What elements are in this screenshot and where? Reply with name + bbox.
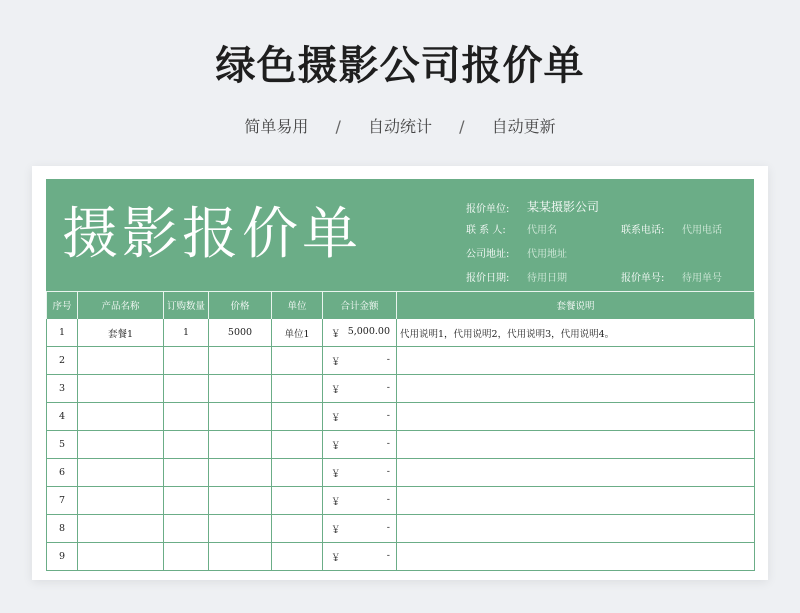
cell-amount[interactable] (323, 431, 397, 459)
cell-price[interactable] (209, 459, 272, 487)
cell-name[interactable] (78, 347, 164, 375)
unit-value[interactable]: 某某摄影公司 (527, 200, 600, 214)
table-row (47, 543, 755, 571)
date-value[interactable]: 待用日期 (527, 273, 567, 284)
table-row (47, 459, 755, 487)
cell-unit[interactable] (272, 347, 323, 375)
cell-price[interactable] (209, 403, 272, 431)
currency-symbol: ￥ (331, 441, 341, 452)
cell-amount[interactable] (323, 487, 397, 515)
currency-symbol: ￥ (331, 469, 341, 480)
cell-no[interactable]: 1 (47, 319, 78, 347)
table-header-row (47, 292, 755, 319)
cell-unit[interactable] (272, 515, 323, 543)
cell-price[interactable] (209, 375, 272, 403)
sheet-big-title: 摄影报价单 (62, 202, 362, 267)
cell-no[interactable]: 8 (47, 515, 78, 543)
amount-value: - (386, 494, 390, 505)
unit-label: 报价单位: (466, 204, 510, 215)
tagline-separator: / (335, 117, 341, 136)
cell-amount[interactable] (323, 459, 397, 487)
table-row (47, 347, 755, 375)
currency-symbol: ￥ (331, 497, 341, 508)
cell-no[interactable]: 5 (47, 431, 78, 459)
table-row (47, 487, 755, 515)
cell-name[interactable] (78, 375, 164, 403)
tagline-item: 自动更新 (491, 117, 556, 136)
sheet-header (46, 179, 754, 291)
cell-amount[interactable] (323, 319, 397, 347)
table-row (47, 375, 755, 403)
currency-symbol: ￥ (331, 525, 341, 536)
quote-sheet (32, 166, 768, 580)
cell-desc[interactable] (397, 515, 755, 543)
quote-table (46, 291, 755, 571)
phone-value[interactable]: 代用电话 (682, 225, 722, 236)
tagline (0, 114, 800, 137)
cell-no[interactable]: 3 (47, 375, 78, 403)
cell-desc[interactable] (397, 403, 755, 431)
column-header: 序号 (47, 292, 78, 319)
column-header: 订购数量 (164, 292, 209, 319)
cell-desc[interactable]: 代用说明1，代用说明2，代用说明3，代用说明4。 (397, 319, 755, 347)
tagline-separator: / (459, 117, 465, 136)
cell-desc[interactable] (397, 459, 755, 487)
amount-value: 5,000.00 (347, 326, 390, 337)
table-row (47, 515, 755, 543)
cell-amount[interactable] (323, 375, 397, 403)
tagline-item: 简单易用 (244, 117, 309, 136)
cell-unit[interactable] (272, 375, 323, 403)
column-header: 合计金额 (323, 292, 397, 319)
currency-symbol: ￥ (331, 329, 341, 340)
cell-unit[interactable] (272, 487, 323, 515)
cell-desc[interactable] (397, 431, 755, 459)
contact-value[interactable]: 代用名 (527, 225, 557, 236)
cell-qty[interactable] (164, 459, 209, 487)
date-label: 报价日期: (466, 273, 510, 284)
cell-unit[interactable] (272, 431, 323, 459)
cell-name[interactable] (78, 487, 164, 515)
address-value[interactable]: 代用地址 (527, 249, 567, 260)
tagline-item: 自动统计 (367, 117, 432, 136)
address-label: 公司地址: (466, 249, 510, 260)
cell-amount[interactable] (323, 515, 397, 543)
cell-desc[interactable] (397, 487, 755, 515)
column-header: 套餐说明 (397, 292, 755, 319)
cell-desc[interactable] (397, 347, 755, 375)
phone-label: 联系电话: (621, 225, 665, 236)
cell-amount[interactable] (323, 403, 397, 431)
cell-qty[interactable]: 1 (164, 319, 209, 347)
cell-name[interactable] (78, 515, 164, 543)
cell-amount[interactable] (323, 543, 397, 571)
cell-price[interactable] (209, 515, 272, 543)
page-title: 绿色摄影公司报价单 (215, 43, 585, 89)
table-row (47, 431, 755, 459)
amount-value: - (386, 382, 390, 393)
cell-no[interactable]: 4 (47, 403, 78, 431)
cell-price[interactable] (209, 347, 272, 375)
cell-qty[interactable] (164, 543, 209, 571)
cell-unit[interactable] (272, 459, 323, 487)
cell-no[interactable]: 9 (47, 543, 78, 571)
cell-desc[interactable] (397, 375, 755, 403)
cell-price[interactable] (209, 543, 272, 571)
currency-symbol: ￥ (331, 385, 341, 396)
cell-qty[interactable] (164, 347, 209, 375)
cell-qty[interactable] (164, 375, 209, 403)
cell-desc[interactable] (397, 543, 755, 571)
cell-price[interactable] (209, 431, 272, 459)
cell-no[interactable]: 2 (47, 347, 78, 375)
cell-name[interactable]: 套餐1 (78, 319, 164, 347)
amount-value: - (386, 550, 390, 561)
number-value[interactable]: 待用单号 (682, 273, 722, 284)
amount-value: - (386, 354, 390, 365)
cell-name[interactable] (78, 431, 164, 459)
amount-value: - (386, 466, 390, 477)
cell-no[interactable]: 7 (47, 487, 78, 515)
cell-unit[interactable] (272, 543, 323, 571)
number-label: 报价单号: (621, 273, 665, 284)
cell-qty[interactable] (164, 431, 209, 459)
currency-symbol: ￥ (331, 413, 341, 424)
amount-value: - (386, 438, 390, 449)
cell-no[interactable]: 6 (47, 459, 78, 487)
cell-unit[interactable] (272, 403, 323, 431)
cell-name[interactable] (78, 543, 164, 571)
amount-value: - (386, 522, 390, 533)
cell-qty[interactable] (164, 403, 209, 431)
cell-price[interactable]: 5000 (209, 319, 272, 347)
amount-value: - (386, 410, 390, 421)
cell-qty[interactable] (164, 515, 209, 543)
column-header: 产品名称 (78, 292, 164, 319)
cell-name[interactable] (78, 403, 164, 431)
currency-symbol: ￥ (331, 553, 341, 564)
cell-price[interactable] (209, 487, 272, 515)
cell-name[interactable] (78, 459, 164, 487)
column-header: 单位 (272, 292, 323, 319)
cell-amount[interactable] (323, 347, 397, 375)
table-row (47, 403, 755, 431)
cell-qty[interactable] (164, 487, 209, 515)
column-header: 价格 (209, 292, 272, 319)
currency-symbol: ￥ (331, 357, 341, 368)
cell-unit[interactable]: 单位1 (272, 319, 323, 347)
table-row (47, 319, 755, 347)
contact-label: 联 系 人: (466, 225, 506, 236)
